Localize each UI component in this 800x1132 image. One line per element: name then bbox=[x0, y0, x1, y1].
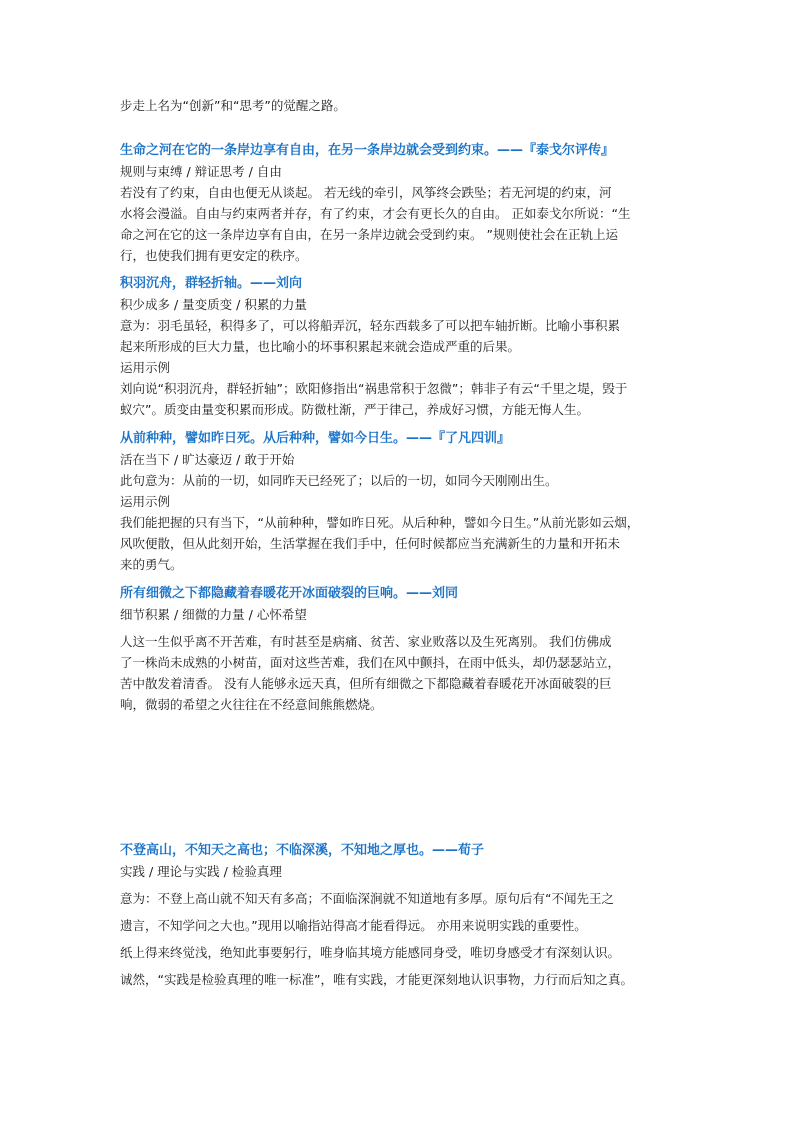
meaning-line: 遗言，不知学问之大也。”现用以喻指站得高才能看得远。 亦用来说明实践的重要性。 bbox=[120, 918, 587, 933]
quote-section-tagore bbox=[120, 140, 685, 266]
body-line: 命之河在它的这一条岸边享有自由，在另一条岸边就会受到约束。 ”规则使社会在正轨上运 bbox=[120, 227, 618, 242]
quote-title: 所有细微之下都隐藏着春暖花开冰面破裂的巨响。——刘同 bbox=[120, 586, 459, 601]
example-line: 我们能把握的只有当下，“从前种种，譬如昨日死。从后种种，譬如今日生。”从前光影如云烟， bbox=[120, 515, 640, 530]
quote-section-liuxiang bbox=[120, 273, 685, 420]
example-line: 来的勇气。 bbox=[120, 557, 183, 572]
example-label: 运用示例 bbox=[120, 494, 171, 509]
body-line: 响，微弱的希望之火往往在不经意间熊熊燃烧。 bbox=[120, 697, 383, 712]
quote-tags: 细节积累 / 细微的力量 / 心怀希望 bbox=[120, 607, 307, 622]
body-line: 水将会漫溢。自由与约束两者并存，有了约束，才会有更长久的自由。 正如泰戈尔所说：“生 bbox=[120, 206, 631, 221]
body-line: 行，也使我们拥有更安定的秩序。 bbox=[120, 248, 308, 263]
quote-title: 从前种种，譬如昨日死。从后种种，譬如今日生。——『了凡四训』 bbox=[120, 431, 511, 446]
example-line: 刘向说“积羽沉舟，群轻折轴”；欧阳修指出“祸患常积于忽微”；韩非子有云“千里之堤，毁于 bbox=[120, 381, 628, 396]
quote-tags: 实践 / 理论与实践 / 检验真理 bbox=[120, 864, 282, 879]
example-line: 风吹便散，但从此刻开始，生活掌握在我们手中，任何时候都应当充满新生的力量和开拓未 bbox=[120, 536, 621, 551]
body-line: 若没有了约束，自由也便无从谈起。 若无线的牵引，风筝终会跌坠；若无河堤的约束，河 bbox=[120, 185, 612, 200]
meaning-line: 意为：不登上高山就不知天有多高；不面临深涧就不知道地有多厚。原句后有“不闻先王之 bbox=[120, 891, 614, 906]
body-line: 人这一生似乎离不开苦难，有时甚至是病痛、贫苦、家业败落以及生死离别。 我们仿佛成 bbox=[120, 634, 612, 649]
quote-tags: 活在当下 / 旷达豪迈 / 敢于开始 bbox=[120, 452, 295, 467]
example-line: 蚁穴”。质变由量变积累而形成。防微杜渐，严于律己，养成好习惯，方能无悔人生。 bbox=[120, 402, 589, 417]
body-line: 苦中散发着清香。 没有人能够永远天真，但所有细微之下都隐藏着春暖花开冰面破裂的巨 bbox=[120, 676, 612, 691]
quote-title: 积羽沉舟，群轻折轴。——刘向 bbox=[120, 276, 303, 291]
body-line: 诚然，“实践是检验真理的唯一标准”，唯有实践，才能更深刻地认识事物，力行而后知之真。 bbox=[120, 972, 633, 987]
quote-title: 不登高山，不知天之高也；不临深溪，不知地之厚也。——荀子 bbox=[120, 843, 485, 858]
body-line: 纸上得来终觉浅，绝知此事要躬行，唯身临其境方能感同身受，唯切身感受才有深刻认识。 bbox=[120, 945, 621, 960]
intro-line: 步走上名为“创新”和“思考”的觉醒之路。 bbox=[120, 98, 346, 113]
quote-section-liaofan bbox=[120, 428, 685, 575]
quote-title: 生命之河在它的一条岸边享有自由，在另一条岸边就会受到约束。——『泰戈尔评传』 bbox=[120, 143, 615, 158]
meaning-line: 起来所形成的巨大力量，也比喻小的坏事积累起来就会造成严重的后果。 bbox=[120, 339, 521, 354]
meaning-line: 意为：羽毛虽轻，积得多了，可以将船弄沉，轻东西载多了可以把车轴折断。比喻小事积累 bbox=[120, 318, 621, 333]
body-line: 了一株尚未成熟的小树苗，面对这些苦难，我们在风中颤抖，在雨中低头，却仍瑟瑟站立， bbox=[120, 655, 621, 670]
quote-section-liutong bbox=[120, 583, 685, 715]
quote-tags: 积少成多 / 量变质变 / 积累的力量 bbox=[120, 297, 307, 312]
quote-tags: 规则与束缚 / 辩证思考 / 自由 bbox=[120, 164, 282, 179]
intro-paragraph bbox=[120, 95, 685, 116]
quote-section-xunzi bbox=[120, 840, 685, 990]
example-label: 运用示例 bbox=[120, 360, 171, 375]
meaning-line: 此句意为：从前的一切，如同昨天已经死了；以后的一切，如同今天刚刚出生。 bbox=[120, 473, 558, 488]
